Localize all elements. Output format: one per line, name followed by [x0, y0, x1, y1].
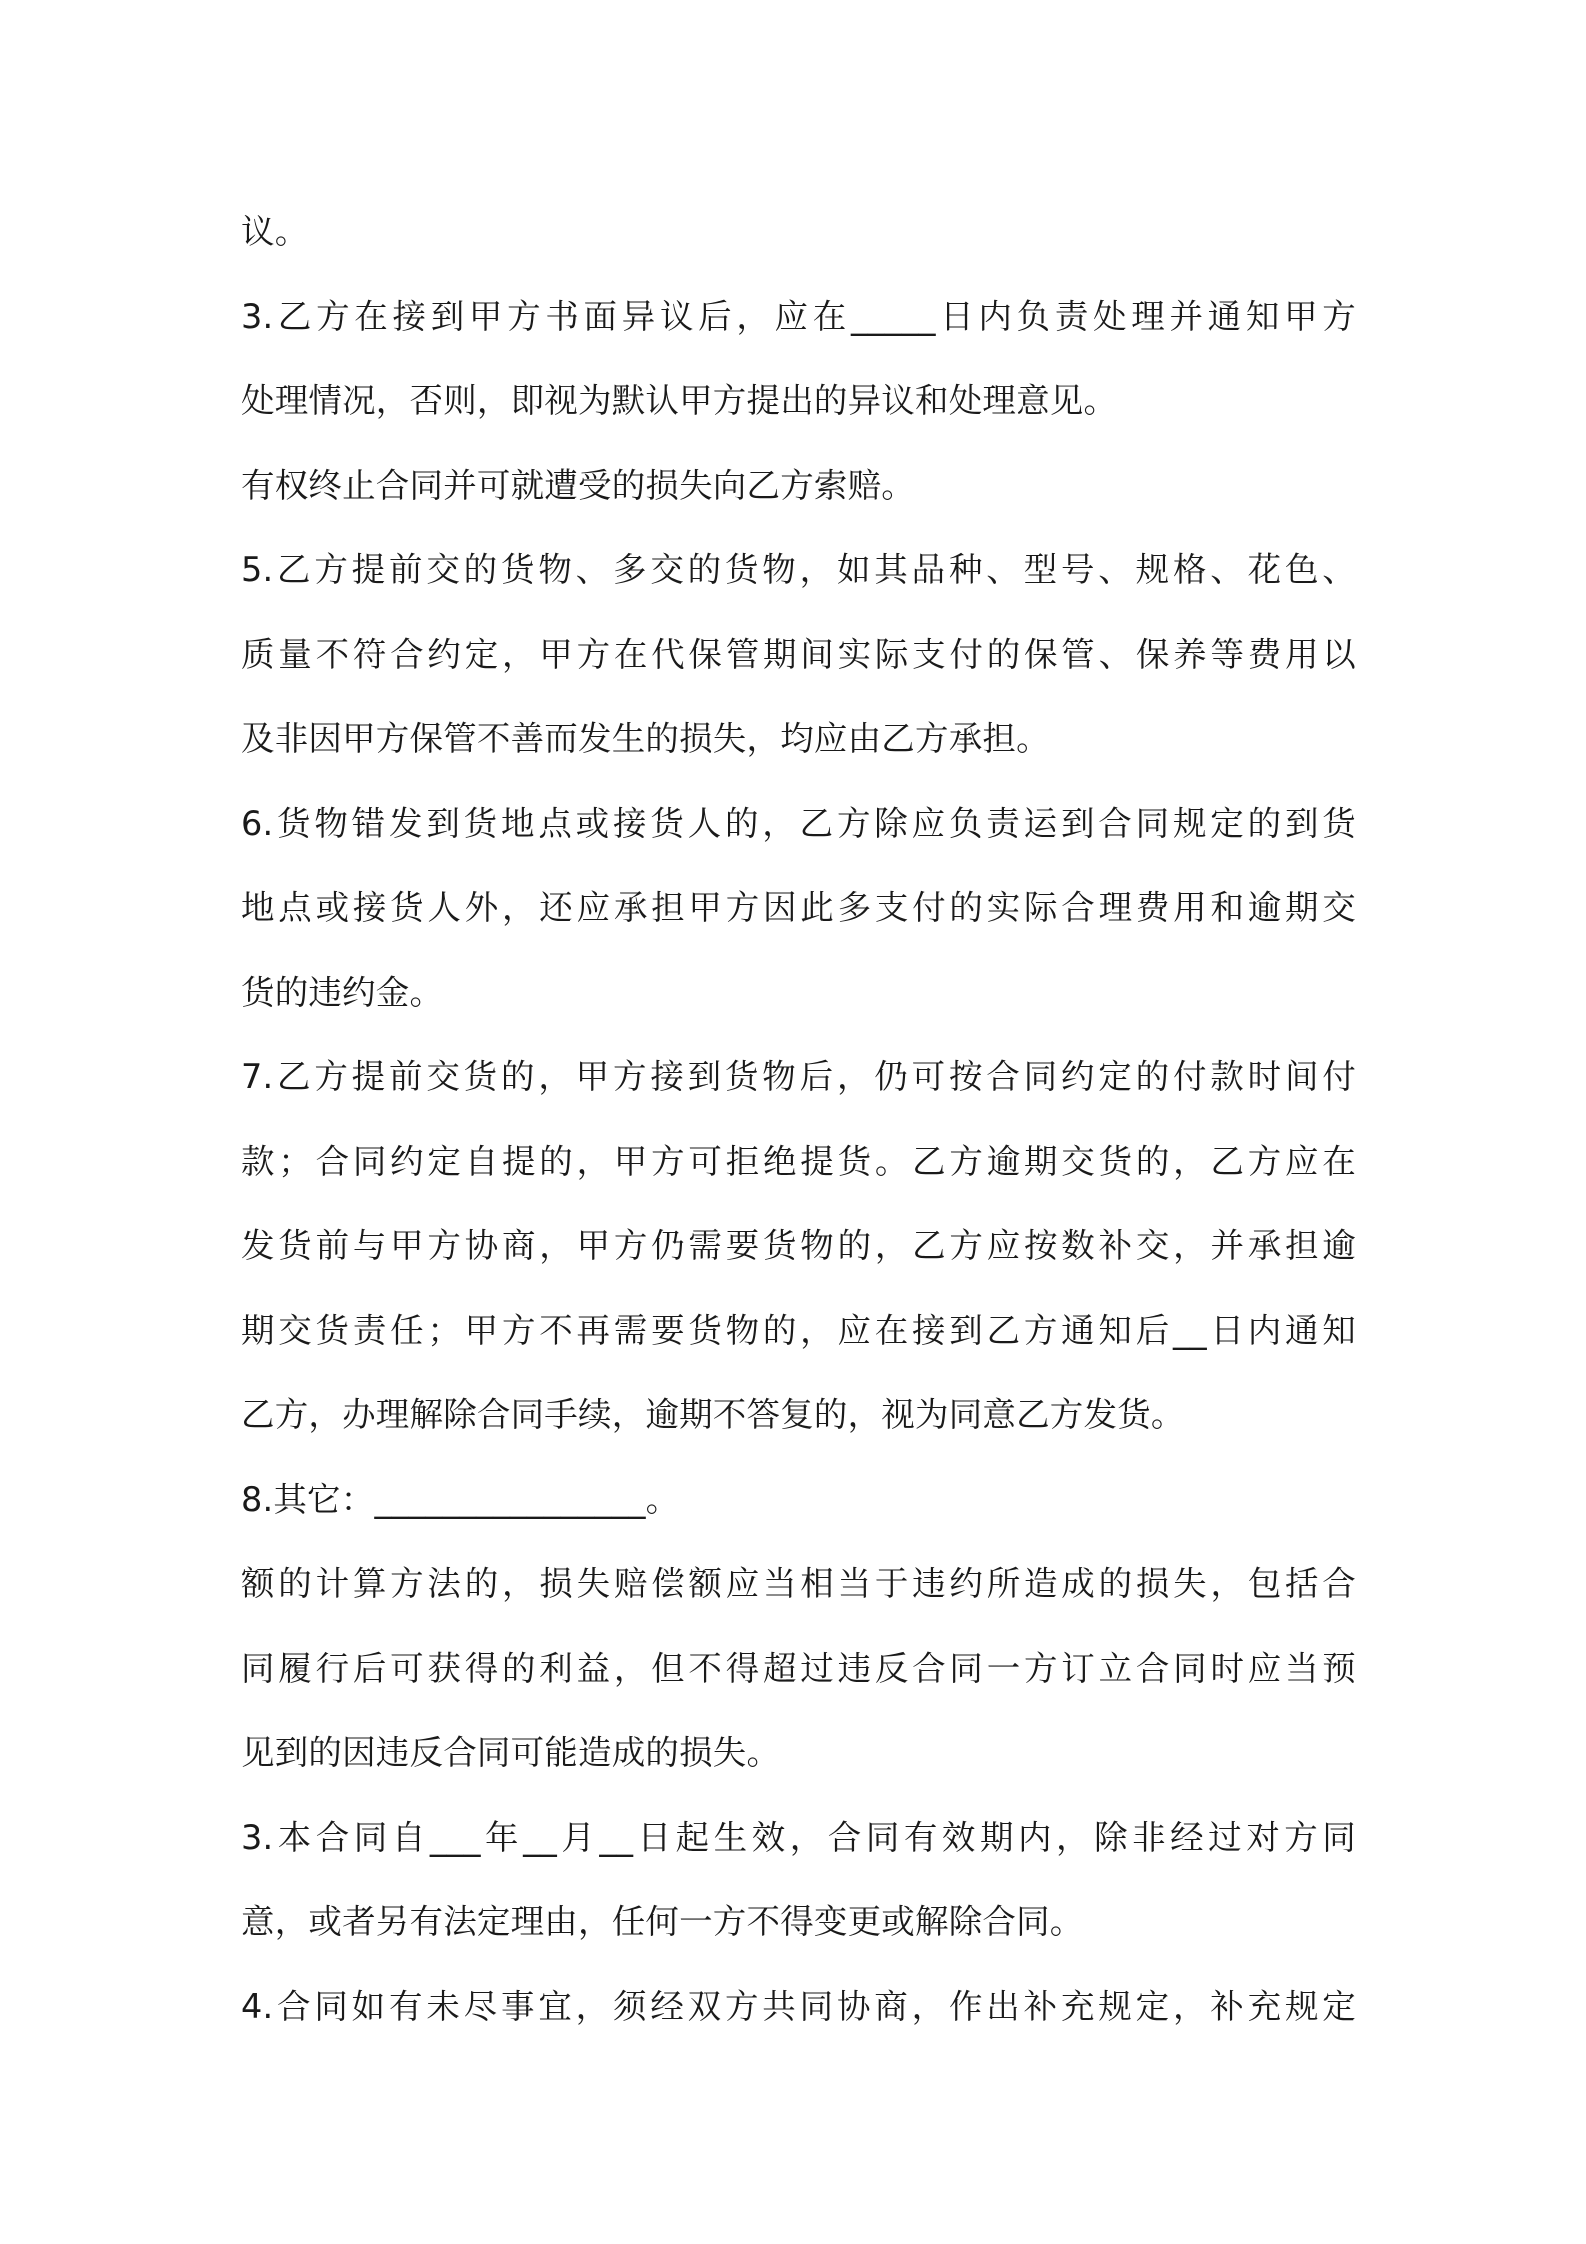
text-line: 乙方，办理解除合同手续，逾期不答复的，视为同意乙方发货。	[241, 1395, 1185, 1434]
text-line: 5.乙方提前交的货物、多交的货物，如其品种、型号、规格、花色、	[241, 550, 1356, 589]
text-line: 处理情况，否则，即视为默认甲方提出的异议和处理意见。	[241, 381, 1118, 420]
text-line: 7.乙方提前交货的，甲方接到货物后，仍可按合同约定的付款时间付	[241, 1057, 1356, 1096]
text-line: 见到的因违反合同可能造成的损失。	[241, 1733, 781, 1772]
text-line: 3.乙方在接到甲方书面异议后，应在_____日内负责处理并通知甲方	[241, 296, 1356, 336]
text-line: 同履行后可获得的利益，但不得超过违反合同一方订立合同时应当预	[241, 1648, 1356, 1688]
text-line: 发货前与甲方协商，甲方仍需要货物的，乙方应按数补交，并承担逾	[241, 1226, 1356, 1265]
text-line: 货的违约金。	[241, 972, 444, 1012]
text-line: 额的计算方法的，损失赔偿额应当相当于违约所造成的损失，包括合	[241, 1564, 1356, 1603]
text-line: 4.合同如有未尽事宜，须经双方共同协商，作出补充规定，补充规定	[241, 1986, 1356, 2026]
text-line: 及非因甲方保管不善而发生的损失，均应由乙方承担。	[241, 719, 1050, 758]
text-line: 质量不符合约定，甲方在代保管期间实际支付的保管、保养等费用以	[241, 634, 1356, 674]
document-body	[241, 190, 1356, 2049]
text-line: 议。	[241, 212, 309, 251]
text-line: 款；合同约定自提的，甲方可拒绝提货。乙方逾期交货的，乙方应在	[241, 1141, 1356, 1181]
text-line: 有权终止合同并可就遭受的损失向乙方索赔。	[241, 465, 915, 505]
text-line: 8.其它：________________。	[241, 1479, 680, 1519]
text-line: 3.本合同自___年__月__日起生效，合同有效期内，除非经过对方同	[241, 1817, 1356, 1857]
text-line: 6.货物错发到货地点或接货人的，乙方除应负责运到合同规定的到货	[241, 803, 1356, 843]
text-line: 地点或接货人外，还应承担甲方因此多支付的实际合理费用和逾期交	[241, 888, 1356, 927]
text-line: 期交货责任；甲方不再需要货物的，应在接到乙方通知后__日内通知	[241, 1310, 1356, 1350]
text-line: 意，或者另有法定理由，任何一方不得变更或解除合同。	[241, 1902, 1084, 1941]
